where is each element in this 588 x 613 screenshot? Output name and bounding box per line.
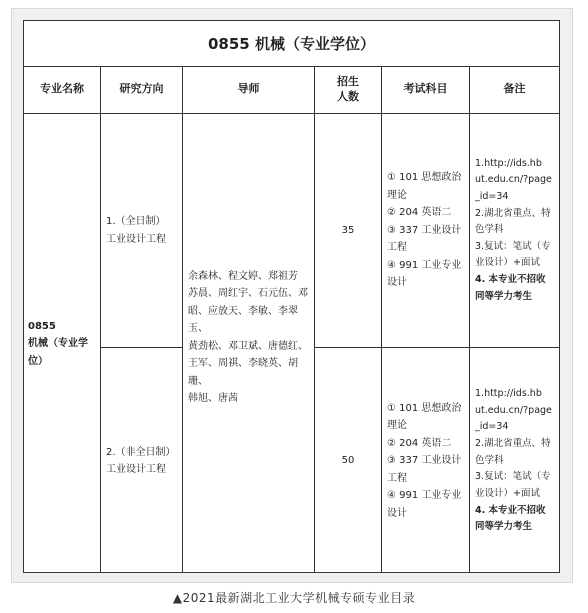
remarks-cell-2 <box>475 348 559 574</box>
direction-cell-1 <box>106 114 182 347</box>
figure-caption: ▲2021最新湖北工业大学机械专硕专业目录 <box>172 591 416 605</box>
col-divider <box>469 66 470 573</box>
enroll-count-2: 50 <box>341 455 355 467</box>
exam-line: ① 101 思想政治 <box>387 402 462 414</box>
exam-line: 理论 <box>387 189 407 201</box>
exam-line: 工程 <box>387 472 407 484</box>
remark-line: 3.复试：笔试（专 <box>475 240 551 252</box>
direction-2-name: 工业设计工程 <box>106 464 166 475</box>
exam-line: ③ 337 工业设计 <box>387 224 462 236</box>
exam-line: ④ 991 工业专业 <box>387 259 462 271</box>
advisor-line: 昭、应放天、李敏、李翠玉、 <box>188 305 298 334</box>
header-major: 专业名称 <box>40 82 84 96</box>
remark-line: 4. 本专业不招收 <box>475 274 546 286</box>
exam-line: 设计 <box>387 507 407 519</box>
exam-line: ② 204 英语二 <box>387 207 452 219</box>
col-divider <box>381 66 382 573</box>
major-name-line1: 机械（专业学 <box>28 338 88 350</box>
direction-cell-2 <box>106 348 182 574</box>
major-cell <box>28 114 100 574</box>
remark-line: ut.edu.cn/?page <box>475 174 552 186</box>
exam-line: ① 101 思想政治 <box>387 172 462 184</box>
advisor-line: 余森林、程文婷、郑祖芳 <box>188 270 298 282</box>
exam-line: 设计 <box>387 277 407 289</box>
exam-cell-1 <box>387 114 469 347</box>
advisor-line: 黄劲松、邓卫斌、唐德红、 <box>188 340 308 352</box>
col-divider <box>100 66 101 573</box>
table-title: 0855 机械（专业学位） <box>24 21 559 67</box>
remark-line: 同等学力考生 <box>475 521 533 533</box>
remark-line: _id=34 <box>475 421 509 433</box>
header-exam: 考试科目 <box>403 82 448 96</box>
program-table <box>23 20 560 573</box>
remark-line: 色学科 <box>475 454 504 466</box>
exam-line: ④ 991 工业专业 <box>387 490 462 502</box>
exam-line: ② 204 英语二 <box>387 437 452 449</box>
major-name-line2: 位） <box>28 355 48 367</box>
header-advisor: 导师 <box>237 82 260 96</box>
remark-line: 色学科 <box>475 224 504 236</box>
exam-line: 工程 <box>387 242 407 254</box>
advisor-cell <box>188 114 314 574</box>
exam-cell-2 <box>387 348 469 574</box>
remark-line: 1.http://ids.hb <box>475 388 542 400</box>
remark-line: 4. 本专业不招收 <box>475 504 546 516</box>
remark-line: 1.http://ids.hb <box>475 157 542 169</box>
advisor-line: 王军、周祺、李晓英、胡珊、 <box>188 358 298 387</box>
remark-line: 同等学力考生 <box>475 290 533 302</box>
remark-line: _id=34 <box>475 190 509 202</box>
remark-line: 业设计）+面试 <box>475 487 540 499</box>
exam-line: 理论 <box>387 420 407 432</box>
header-enroll-line1: 招生 <box>337 74 359 88</box>
remark-line: 3.复试：笔试（专 <box>475 471 551 483</box>
direction-1-type: 1.（全日制） <box>106 216 166 227</box>
remarks-cell-1 <box>475 114 559 347</box>
advisor-line: 苏晨、周红宇、石元伍、邓 <box>188 288 308 299</box>
header-direction: 研究方向 <box>119 82 164 96</box>
advisor-line: 韩旭、唐茜 <box>188 393 238 404</box>
direction-2-type: 2.（非全日制） <box>106 446 176 458</box>
remark-line: 2.湖北省重点、特 <box>475 207 551 219</box>
header-remarks: 备注 <box>503 82 526 96</box>
remark-line: 业设计）+面试 <box>475 257 540 269</box>
remark-line: ut.edu.cn/?page <box>475 404 552 416</box>
direction-1-name: 工业设计工程 <box>106 233 166 245</box>
header-enroll <box>315 66 381 113</box>
col-divider <box>182 66 183 573</box>
remark-line: 2.湖北省重点、特 <box>475 438 551 450</box>
major-code: 0855 <box>28 320 56 332</box>
header-enroll-line2: 人数 <box>337 89 359 103</box>
exam-line: ③ 337 工业设计 <box>387 455 462 467</box>
enroll-count-1: 35 <box>341 224 355 236</box>
